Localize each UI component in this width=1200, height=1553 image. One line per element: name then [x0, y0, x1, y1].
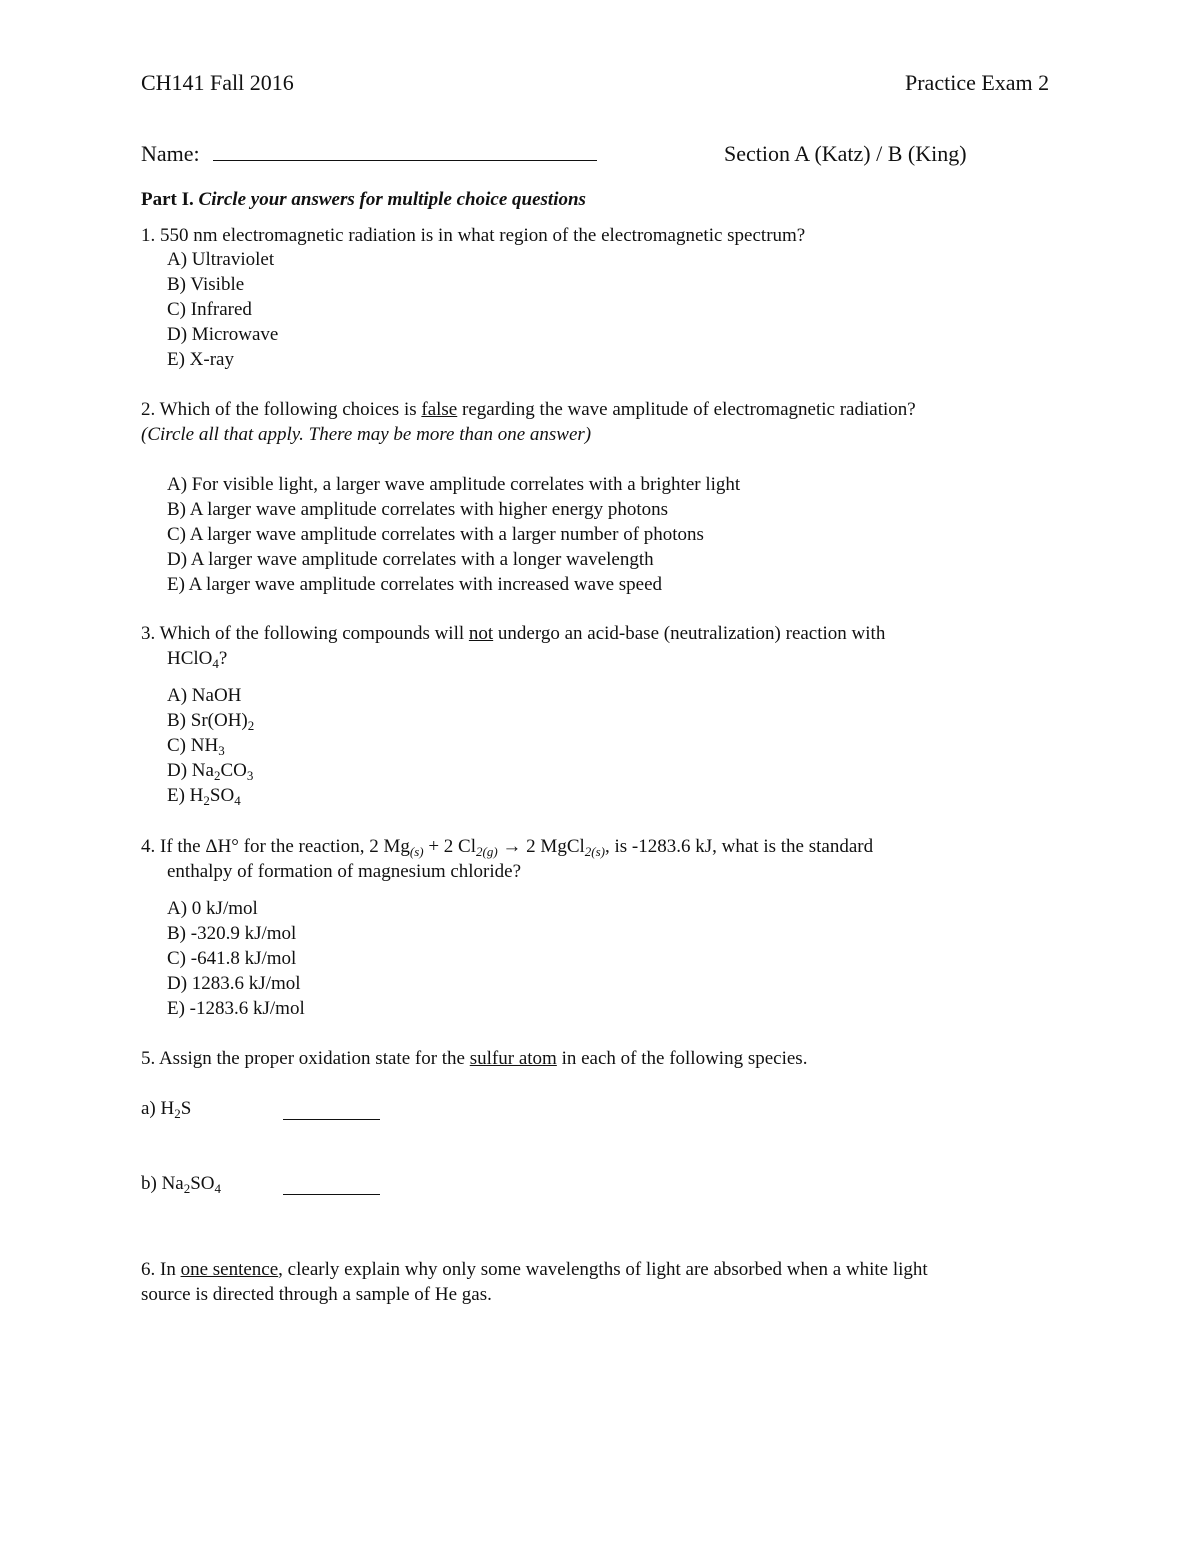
course-title: CH141 Fall 2016 — [141, 70, 294, 95]
q3-formula: HClO — [167, 648, 213, 669]
q3-text — [141, 623, 885, 645]
q1-option-d[interactable]: D) Microwave — [167, 324, 279, 345]
q2-text-pre: 2. Which of the following choices is — [141, 399, 422, 420]
q3-formula-sub: 4 — [212, 656, 219, 671]
q1-option-a[interactable]: A) Ultraviolet — [167, 249, 275, 270]
q2-text-post: regarding the wave amplitude of electromagnetic radiation? — [457, 399, 916, 420]
q5-underlined: sulfur atom — [469, 1048, 557, 1069]
name-blank[interactable] — [213, 142, 597, 161]
q3-option-d[interactable] — [167, 760, 253, 782]
q4-text-line2: enthalpy of formation of magnesium chloride? — [167, 861, 522, 882]
q3-option-d-text2: CO — [220, 760, 247, 781]
q4-option-c[interactable]: C) -641.8 kJ/mol — [167, 948, 297, 969]
q5-b-text1: b) Na — [141, 1173, 184, 1194]
q3-option-e-sub2: 4 — [234, 793, 241, 808]
q2-note: (Circle all that apply. There may be more than one answer) — [141, 424, 592, 445]
q5-text — [141, 1048, 807, 1070]
q5-a-sub: 2 — [174, 1106, 181, 1121]
q5-part-b — [141, 1173, 221, 1195]
part1-instruction: Circle your answers for multiple choice questions — [198, 189, 586, 210]
q3-option-b-sub: 2 — [247, 718, 255, 733]
q4-text — [141, 836, 873, 858]
q2-underlined: false — [421, 399, 458, 420]
q3-option-e-sub1: 2 — [203, 793, 210, 808]
q2-option-c[interactable]: C) A larger wave amplitude correlates with a larger number of photons — [167, 524, 704, 545]
q5-a-text2: S — [180, 1098, 192, 1119]
q6-text — [141, 1259, 928, 1281]
q4-mgcl-state: 2(s) — [584, 844, 605, 859]
q5-b-sub2: 4 — [214, 1181, 222, 1196]
q6-text-post: , clearly explain why only some wavelengths of light are absorbed when a white light — [278, 1259, 928, 1280]
q3-option-a[interactable]: A) NaOH — [167, 685, 242, 706]
q5-b-text2: SO — [190, 1173, 215, 1194]
q3-underlined: not — [468, 623, 494, 644]
q1-option-e[interactable]: E) X-ray — [167, 349, 234, 370]
q5-b-answer-blank[interactable] — [283, 1176, 380, 1201]
q3-option-e-text1: E) H — [167, 785, 204, 806]
q5-b-sub1: 2 — [183, 1181, 191, 1196]
q4-option-b[interactable]: B) -320.9 kJ/mol — [167, 923, 297, 944]
q1-text: 1. 550 nm electromagnetic radiation is in what region of the electromagnetic spectrum? — [141, 225, 806, 246]
q5-a-answer-blank[interactable] — [283, 1101, 380, 1126]
q1-option-b[interactable]: B) Visible — [167, 274, 245, 295]
q2-text — [141, 399, 916, 421]
q3-text-line2 — [167, 648, 227, 670]
q2-option-a[interactable]: A) For visible light, a larger wave amplitude correlates with a brighter light — [167, 474, 741, 495]
q1-option-c[interactable]: C) Infrared — [167, 299, 252, 320]
q6-text-pre: 6. In — [141, 1259, 181, 1280]
q2-option-e[interactable]: E) A larger wave amplitude correlates with increased wave speed — [167, 574, 663, 595]
q3-option-e-text2: SO — [209, 785, 235, 806]
q4-mg-state: (s) — [409, 844, 424, 859]
q4-option-a[interactable]: A) 0 kJ/mol — [167, 898, 258, 919]
q5-text-pre: 5. Assign the proper oxidation state for the — [141, 1048, 470, 1069]
q3-option-c[interactable] — [167, 735, 225, 757]
q3-option-c-text: C) NH — [167, 735, 219, 756]
q3-text-pre: 3. Which of the following compounds will — [141, 623, 469, 644]
q4-text-d: , is -1283.6 kJ, what is the standard — [605, 836, 874, 857]
part1-label: Part I. — [141, 189, 194, 210]
q5-a-text1: a) H — [141, 1098, 175, 1119]
q2-option-b[interactable]: B) A larger wave amplitude correlates with higher energy photons — [167, 499, 669, 520]
q2-option-d[interactable]: D) A larger wave amplitude correlates with a longer wavelength — [167, 549, 654, 570]
part1-heading — [141, 189, 586, 211]
q3-option-d-sub2: 3 — [246, 768, 254, 783]
q4-text-c: → 2 MgCl — [497, 836, 585, 857]
q3-formula-end: ? — [218, 648, 228, 669]
q3-text-post: undergo an acid-base (neutralization) reaction with — [493, 623, 886, 644]
q3-option-d-text1: D) Na — [167, 760, 214, 781]
name-row — [141, 141, 597, 167]
q5-text-post: in each of the following species. — [556, 1048, 808, 1069]
q4-text-a: 4. If the ΔH° for the reaction, 2 Mg — [141, 836, 410, 857]
q3-option-e[interactable] — [167, 785, 241, 807]
q3-option-c-sub: 3 — [218, 743, 225, 758]
q4-text-b: + 2 Cl — [423, 836, 476, 857]
q4-option-e[interactable]: E) -1283.6 kJ/mol — [167, 998, 305, 1019]
q4-cl-state: 2(g) — [476, 844, 498, 859]
name-label: Name: — [141, 141, 200, 166]
q4-option-d[interactable]: D) 1283.6 kJ/mol — [167, 973, 301, 994]
q3-option-b[interactable] — [167, 710, 254, 732]
q6-text-line2: source is directed through a sample of He gas. — [141, 1284, 492, 1305]
q5-part-a — [141, 1098, 191, 1120]
q3-option-b-text: B) Sr(OH) — [167, 710, 248, 731]
exam-title: Practice Exam 2 — [905, 70, 1050, 95]
section-label: Section A (Katz) / B (King) — [724, 141, 967, 166]
q3-option-d-sub1: 2 — [213, 768, 221, 783]
q6-underlined: one sentence — [180, 1259, 279, 1280]
